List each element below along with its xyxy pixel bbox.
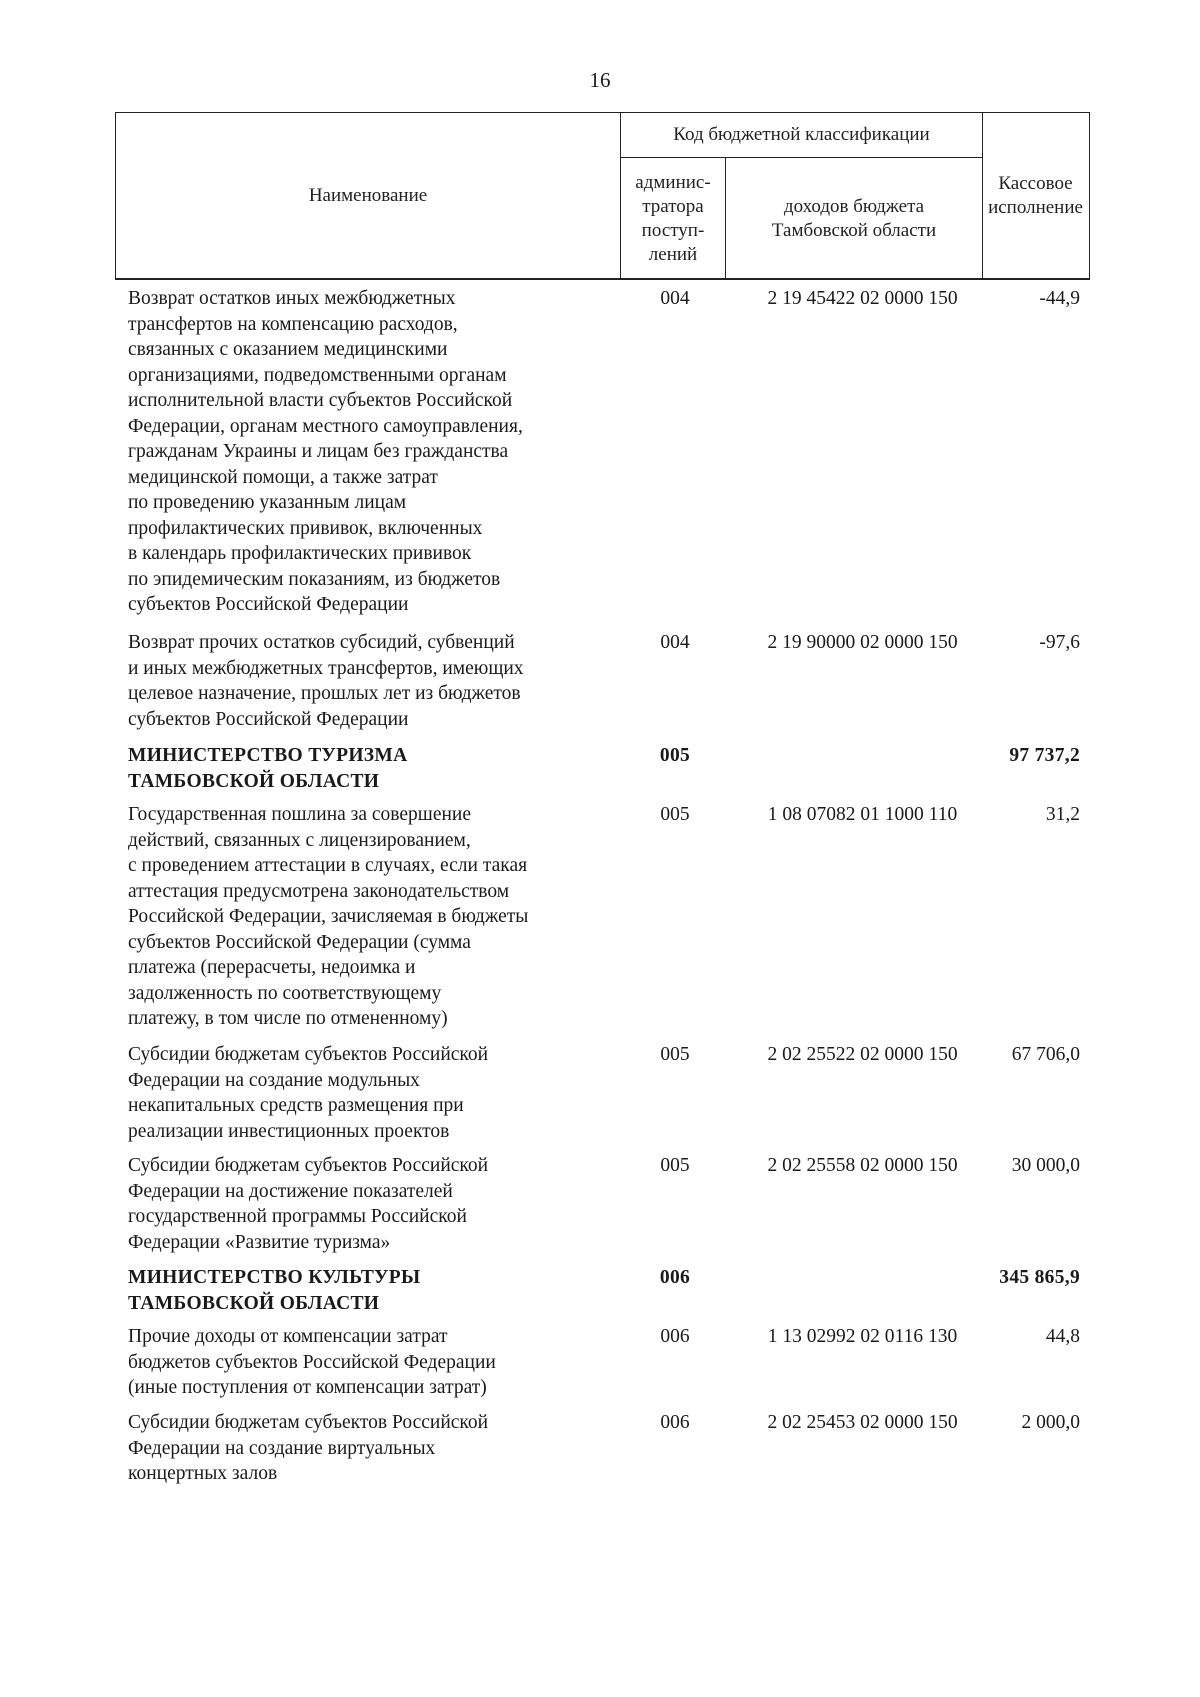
row-admin-code: 004: [660, 288, 690, 309]
row-income-code: 2 19 90000 02 0000 150: [767, 632, 958, 653]
row-income-code: 2 02 25453 02 0000 150: [767, 1412, 958, 1433]
row-amount: 30 000,0: [1011, 1155, 1080, 1176]
row-amount: 31,2: [1045, 804, 1080, 825]
header-admin-label: админис- тратора поступ- лений: [635, 171, 711, 265]
row-amount: -44,9: [1039, 288, 1080, 309]
row-name: Субсидии бюджетам субъектов Российской Федерации на достижение показателей государственной программы Российской Федерации «Развитие туризма»: [128, 1155, 489, 1253]
row-amount: 44,8: [1045, 1326, 1080, 1347]
row-amount: 67 706,0: [1011, 1044, 1080, 1065]
row-admin-code: 006: [659, 1267, 691, 1288]
row-admin-code: 006: [660, 1326, 690, 1347]
row-admin-code: 005: [660, 804, 690, 825]
row-name: Субсидии бюджетам субъектов Российской Федерации на создание виртуальных концертных залов: [128, 1412, 489, 1484]
header-execution-label: Кассовое исполнение: [988, 173, 1083, 218]
header-execution: [983, 113, 1088, 279]
row-amount: 2 000,0: [1021, 1412, 1080, 1433]
page-number: 16: [589, 68, 611, 92]
row-amount: -97,6: [1039, 632, 1080, 653]
row-admin-code: 005: [660, 1044, 690, 1065]
row-name: Субсидии бюджетам субъектов Российской Федерации на создание модульных некапитальных средств размещения при реализации инвестиционных проектов: [128, 1044, 489, 1142]
row-name: МИНИСТЕРСТВО ТУРИЗМА ТАМБОВСКОЙ ОБЛАСТИ: [128, 745, 408, 792]
row-income-code: 2 02 25558 02 0000 150: [767, 1155, 958, 1176]
row-income-code: 2 19 45422 02 0000 150: [767, 288, 958, 309]
row-income-code: 1 13 02992 02 0116 130: [767, 1326, 958, 1347]
row-admin-code: 005: [660, 1155, 690, 1176]
row-name: МИНИСТЕРСТВО КУЛЬТУРЫ ТАМБОВСКОЙ ОБЛАСТИ: [128, 1267, 421, 1314]
header-admin: [621, 158, 726, 279]
row-name: Государственная пошлина за совершение действий, связанных с лицензированием, с проведением аттестации в случаях, если такая аттестация предусмотрена законодательством Российской Федерации, зачисляемая в бюджеты субъектов Российской Федерации (сумма платежа (перерасчеты, недоимка и задолженность по соответствующему платежу, в том числе по отмененному): [128, 804, 529, 1029]
row-income-code: 1 08 07082 01 1000 110: [767, 804, 958, 825]
row-admin-code: 006: [660, 1412, 690, 1433]
header-income: [726, 158, 983, 279]
row-income-code: 2 02 25522 02 0000 150: [767, 1044, 958, 1065]
header-income-label: доходов бюджета Тамбовской области: [771, 195, 937, 241]
row-name: Прочие доходы от компенсации затрат бюджетов субъектов Российской Федерации (иные поступления от компенсации затрат): [128, 1326, 496, 1398]
row-amount: 97 737,2: [1009, 745, 1080, 766]
row-amount: 345 865,9: [999, 1267, 1080, 1288]
row-name: Возврат прочих остатков субсидий, субвенций и иных межбюджетных трансфертов, имеющих целевое назначение, прошлых лет из бюджетов субъектов Российской Федерации: [128, 632, 524, 730]
row-admin-code: 004: [660, 632, 690, 653]
header-name: Наименование: [116, 113, 621, 279]
row-admin-code: 005: [659, 745, 691, 766]
table-header: [115, 112, 1090, 280]
header-code-group: Код бюджетной классификации: [621, 113, 983, 158]
row-name: Возврат остатков иных межбюджетных трансфертов на компенсацию расходов, связанных с оказанием медицинскими организациями, подведомственными органам исполнительной власти субъектов Российской Федерации, органам местного самоуправления, гражданам Украины и лицам без гражданства медицинской помощи, а также затрат по проведению указанным лицам профилактических прививок, включенных в календарь профилактических прививок по эпидемическим показаниям, из бюджетов субъектов Российской Федерации: [128, 288, 523, 615]
